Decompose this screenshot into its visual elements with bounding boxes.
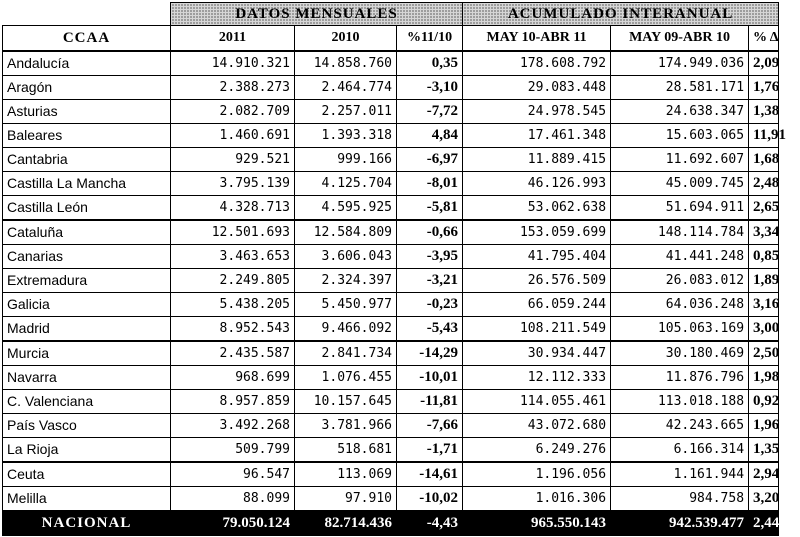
table-cell-region: C. Valenciana	[3, 390, 171, 414]
table-cell-pct-monthly: -6,97	[397, 148, 463, 172]
table-cell-2011: 8.952.543	[171, 317, 295, 342]
table-cell-region: Asturias	[3, 100, 171, 124]
table-cell-period-previous: 6.166.314	[611, 438, 749, 463]
table-cell-pct-cumulative: 2,65	[749, 196, 779, 221]
table-cell-period-previous: 42.243.665	[611, 414, 749, 438]
table-cell-pct-cumulative: 3,34	[749, 220, 779, 245]
table-cell-2010: 10.157.645	[295, 390, 397, 414]
table-row	[3, 269, 779, 293]
table-cell-period-previous: 1.161.944	[611, 462, 749, 487]
table-cell-2010: 1.393.318	[295, 124, 397, 148]
table-cell-period-current: 53.062.638	[463, 196, 611, 221]
table-cell-2010: 97.910	[295, 487, 397, 511]
table-cell-pct-cumulative: 2,09	[749, 51, 779, 76]
column-header-period-previous: MAY 09-ABR 10	[611, 26, 749, 52]
table-cell-region: Cataluña	[3, 220, 171, 245]
table-cell-region: Murcia	[3, 341, 171, 366]
table-cell-pct-cumulative: 1,76	[749, 76, 779, 100]
table-row	[3, 220, 779, 245]
table-cell-2011: 3.795.139	[171, 172, 295, 196]
table-cell-pct-monthly: 4,84	[397, 124, 463, 148]
table-cell-pct-monthly: -14,29	[397, 341, 463, 366]
table-cell-region: País Vasco	[3, 414, 171, 438]
table-row	[3, 172, 779, 196]
table-cell-period-current: 1.016.306	[463, 487, 611, 511]
table-cell-2011: 3.492.268	[171, 414, 295, 438]
table-cell-2011: 5.438.205	[171, 293, 295, 317]
table-row	[3, 124, 779, 148]
table-cell-2010: 2.464.774	[295, 76, 397, 100]
table-cell-period-current: 24.978.545	[463, 100, 611, 124]
table-cell-region: Cantabria	[3, 148, 171, 172]
table-cell-period-current: 46.126.993	[463, 172, 611, 196]
header-blank-cell	[3, 3, 171, 26]
table-row	[3, 196, 779, 221]
table-row	[3, 390, 779, 414]
table-cell-pct-cumulative: 3,00	[749, 317, 779, 342]
table-cell-pct-monthly: -5,81	[397, 196, 463, 221]
table-cell-region: Extremadura	[3, 269, 171, 293]
group-header-cumulative: ACUMULADO INTERANUAL	[463, 3, 779, 26]
table-cell-2010: 5.450.977	[295, 293, 397, 317]
table-cell-2011: 2.249.805	[171, 269, 295, 293]
table-cell-period-current: 29.083.448	[463, 76, 611, 100]
table-row	[3, 414, 779, 438]
table-cell-2010: 999.166	[295, 148, 397, 172]
table-row	[3, 51, 779, 76]
table-row	[3, 487, 779, 511]
table-cell-2011: 2.435.587	[171, 341, 295, 366]
table-cell-pct-monthly: -11,81	[397, 390, 463, 414]
group-header-row	[3, 3, 779, 26]
total-table-cell-pct-monthly: -4,43	[397, 511, 463, 536]
table-cell-2011: 929.521	[171, 148, 295, 172]
table-cell-2010: 3.781.966	[295, 414, 397, 438]
table-cell-2010: 113.069	[295, 462, 397, 487]
total-table-cell-period-current: 965.550.143	[463, 511, 611, 536]
total-row	[3, 511, 779, 536]
total-table-cell-pct-cumulative: 2,44	[749, 511, 779, 536]
table-cell-period-previous: 105.063.169	[611, 317, 749, 342]
table-cell-period-previous: 64.036.248	[611, 293, 749, 317]
table-cell-period-current: 1.196.056	[463, 462, 611, 487]
table-cell-2010: 2.324.397	[295, 269, 397, 293]
column-header-period-current: MAY 10-ABR 11	[463, 26, 611, 52]
table-cell-period-previous: 45.009.745	[611, 172, 749, 196]
table-cell-pct-cumulative: 2,50	[749, 341, 779, 366]
table-cell-period-previous: 984.758	[611, 487, 749, 511]
table-cell-2011: 14.910.321	[171, 51, 295, 76]
table-cell-2010: 9.466.092	[295, 317, 397, 342]
table-cell-region: Baleares	[3, 124, 171, 148]
table-cell-2011: 509.799	[171, 438, 295, 463]
table-cell-pct-monthly: -0,23	[397, 293, 463, 317]
total-table-cell-2011: 79.050.124	[171, 511, 295, 536]
table-cell-period-current: 11.889.415	[463, 148, 611, 172]
table-cell-2010: 12.584.809	[295, 220, 397, 245]
table-row	[3, 245, 779, 269]
table-cell-2011: 4.328.713	[171, 196, 295, 221]
table-cell-pct-monthly: -3,21	[397, 269, 463, 293]
group-header-monthly: DATOS MENSUALES	[171, 3, 463, 26]
table-cell-pct-monthly: 0,35	[397, 51, 463, 76]
table-cell-2010: 2.257.011	[295, 100, 397, 124]
table-cell-period-current: 66.059.244	[463, 293, 611, 317]
table-cell-2011: 8.957.859	[171, 390, 295, 414]
table-row	[3, 100, 779, 124]
regional-data-table	[2, 2, 786, 536]
total-table-cell-region: NACIONAL	[3, 511, 171, 536]
table-cell-2011: 2.082.709	[171, 100, 295, 124]
table-cell-2011: 88.099	[171, 487, 295, 511]
table-cell-region: Castilla León	[3, 196, 171, 221]
table-cell-period-previous: 30.180.469	[611, 341, 749, 366]
table-cell-pct-cumulative: 3,16	[749, 293, 779, 317]
table-row	[3, 366, 779, 390]
column-header-2010: 2010	[295, 26, 397, 52]
table-cell-2011: 96.547	[171, 462, 295, 487]
table-cell-region: Andalucía	[3, 51, 171, 76]
table-cell-period-previous: 174.949.036	[611, 51, 749, 76]
table-cell-pct-monthly: -5,43	[397, 317, 463, 342]
table-cell-period-current: 12.112.333	[463, 366, 611, 390]
table-cell-period-current: 6.249.276	[463, 438, 611, 463]
table-cell-pct-cumulative: 1,98	[749, 366, 779, 390]
table-cell-period-previous: 15.603.065	[611, 124, 749, 148]
table-cell-pct-cumulative: 1,96	[749, 414, 779, 438]
table-row	[3, 462, 779, 487]
column-header-pct-cumulative: % Δ	[749, 26, 779, 52]
table-cell-region: Galicia	[3, 293, 171, 317]
table-cell-pct-monthly: -10,01	[397, 366, 463, 390]
table-cell-pct-monthly: -10,02	[397, 487, 463, 511]
table-cell-pct-monthly: -14,61	[397, 462, 463, 487]
column-header-pct-monthly: %11/10	[397, 26, 463, 52]
total-table-cell-period-previous: 942.539.477	[611, 511, 749, 536]
table-cell-2010: 2.841.734	[295, 341, 397, 366]
table-cell-region: Castilla La Mancha	[3, 172, 171, 196]
table-row	[3, 148, 779, 172]
table-cell-pct-monthly: -3,10	[397, 76, 463, 100]
table-cell-2011: 12.501.693	[171, 220, 295, 245]
table-cell-pct-cumulative: 1,68	[749, 148, 779, 172]
table-cell-period-previous: 28.581.171	[611, 76, 749, 100]
column-header-row	[3, 26, 779, 52]
table-row	[3, 317, 779, 342]
table-cell-pct-cumulative: 11,91	[749, 124, 779, 148]
table-cell-period-previous: 148.114.784	[611, 220, 749, 245]
table-row	[3, 76, 779, 100]
table-cell-period-previous: 113.018.188	[611, 390, 749, 414]
column-header-2011: 2011	[171, 26, 295, 52]
table-cell-2011: 2.388.273	[171, 76, 295, 100]
table-row	[3, 438, 779, 463]
table-cell-2010: 4.125.704	[295, 172, 397, 196]
table-cell-pct-monthly: -7,66	[397, 414, 463, 438]
table-cell-pct-cumulative: 2,48	[749, 172, 779, 196]
table-cell-period-current: 178.608.792	[463, 51, 611, 76]
table-cell-pct-monthly: -8,01	[397, 172, 463, 196]
table-cell-pct-cumulative: 1,89	[749, 269, 779, 293]
table-cell-region: Madrid	[3, 317, 171, 342]
table-cell-period-previous: 51.694.911	[611, 196, 749, 221]
column-header-region: CCAA	[3, 26, 171, 52]
table-cell-region: La Rioja	[3, 438, 171, 463]
table-cell-pct-cumulative: 3,20	[749, 487, 779, 511]
table-cell-pct-cumulative: 0,85	[749, 245, 779, 269]
table-cell-pct-monthly: -7,72	[397, 100, 463, 124]
total-table-cell-2010: 82.714.436	[295, 511, 397, 536]
table-cell-period-current: 41.795.404	[463, 245, 611, 269]
table-cell-region: Melilla	[3, 487, 171, 511]
table-cell-period-previous: 24.638.347	[611, 100, 749, 124]
table-cell-2010: 3.606.043	[295, 245, 397, 269]
table-cell-period-current: 17.461.348	[463, 124, 611, 148]
table-cell-period-current: 114.055.461	[463, 390, 611, 414]
table-cell-region: Canarias	[3, 245, 171, 269]
table-cell-2011: 1.460.691	[171, 124, 295, 148]
table-cell-period-previous: 11.692.607	[611, 148, 749, 172]
table-cell-period-current: 108.211.549	[463, 317, 611, 342]
table-cell-pct-cumulative: 0,92	[749, 390, 779, 414]
table-cell-period-current: 153.059.699	[463, 220, 611, 245]
table-cell-period-current: 26.576.509	[463, 269, 611, 293]
table-cell-period-previous: 11.876.796	[611, 366, 749, 390]
table-cell-period-current: 30.934.447	[463, 341, 611, 366]
table-cell-pct-cumulative: 1,38	[749, 100, 779, 124]
table-cell-pct-cumulative: 1,35	[749, 438, 779, 463]
table-cell-period-previous: 26.083.012	[611, 269, 749, 293]
table-cell-2010: 14.858.760	[295, 51, 397, 76]
table-cell-2010: 1.076.455	[295, 366, 397, 390]
table-cell-pct-monthly: -3,95	[397, 245, 463, 269]
table-cell-pct-cumulative: 2,94	[749, 462, 779, 487]
table-row	[3, 293, 779, 317]
table-cell-pct-monthly: -0,66	[397, 220, 463, 245]
table-cell-period-previous: 41.441.248	[611, 245, 749, 269]
table-cell-region: Ceuta	[3, 462, 171, 487]
table-cell-2010: 518.681	[295, 438, 397, 463]
table-cell-pct-monthly: -1,71	[397, 438, 463, 463]
table-row	[3, 341, 779, 366]
table-cell-2011: 968.699	[171, 366, 295, 390]
table-cell-region: Aragón	[3, 76, 171, 100]
table-cell-2011: 3.463.653	[171, 245, 295, 269]
table-cell-period-current: 43.072.680	[463, 414, 611, 438]
table-cell-region: Navarra	[3, 366, 171, 390]
table-cell-2010: 4.595.925	[295, 196, 397, 221]
